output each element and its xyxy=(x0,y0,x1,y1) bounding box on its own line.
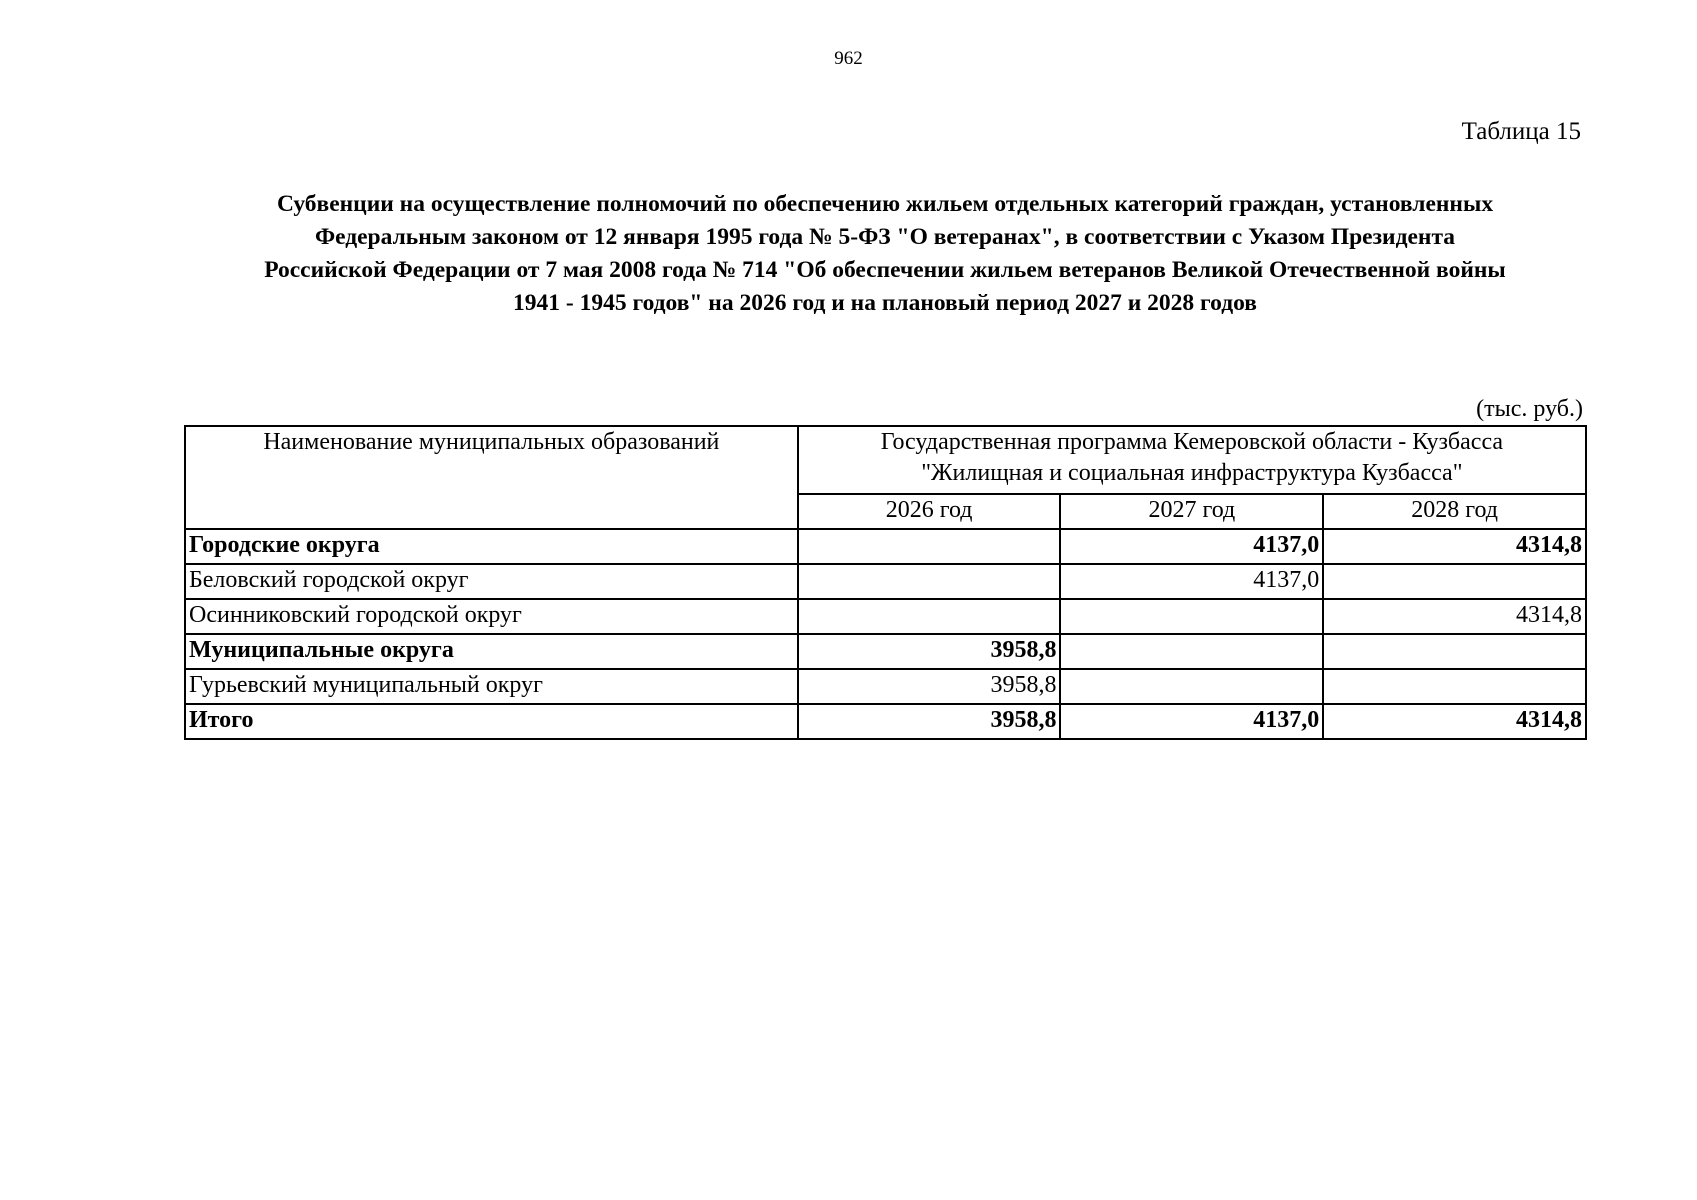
header-year-2026: 2026 год xyxy=(798,494,1061,529)
cell-2027 xyxy=(1060,634,1323,669)
table-row xyxy=(185,634,1586,669)
title-line: 1941 - 1945 годов" на 2026 год и на плановый период 2027 и 2028 годов xyxy=(513,290,1257,316)
title-line: Субвенции на осуществление полномочий по обеспечению жильем отдельных категорий граждан, установленных xyxy=(276,191,1494,217)
table-row xyxy=(185,599,1586,634)
row-name: Муниципальные округа xyxy=(185,634,798,669)
cell-2026 xyxy=(798,564,1061,599)
table-row xyxy=(185,529,1586,564)
cell-2026: 3958,8 xyxy=(798,704,1061,739)
cell-2026 xyxy=(798,529,1061,564)
cell-2027: 4137,0 xyxy=(1060,704,1323,739)
subvention-table xyxy=(184,425,1587,740)
cell-2028 xyxy=(1323,669,1586,704)
table-row-total xyxy=(185,704,1586,739)
title-line: Федеральным законом от 12 января 1995 года № 5-ФЗ "О ветеранах", в соответствии с Указом Президента xyxy=(314,224,1456,250)
header-program xyxy=(798,426,1586,494)
table-label: Таблица 15 xyxy=(1461,118,1581,145)
cell-2027 xyxy=(1060,599,1323,634)
cell-2028: 4314,8 xyxy=(1323,529,1586,564)
cell-2028 xyxy=(1323,634,1586,669)
table-row xyxy=(185,669,1586,704)
cell-2027 xyxy=(1060,669,1323,704)
cell-2027: 4137,0 xyxy=(1060,564,1323,599)
page-number: 962 xyxy=(834,48,863,69)
header-program-line: "Жилищная и социальная инфраструктура Кузбасса" xyxy=(921,460,1463,486)
cell-2028 xyxy=(1323,564,1586,599)
cell-2028: 4314,8 xyxy=(1323,599,1586,634)
cell-2027: 4137,0 xyxy=(1060,529,1323,564)
cell-2028: 4314,8 xyxy=(1323,704,1586,739)
row-name: Итого xyxy=(185,704,798,739)
row-name: Городские округа xyxy=(185,529,798,564)
header-municipality-name: Наименование муниципальных образований xyxy=(185,426,798,529)
units-label: (тыс. руб.) xyxy=(1476,396,1583,422)
row-name: Осинниковский городской округ xyxy=(185,599,798,634)
row-name: Гурьевский муниципальный округ xyxy=(185,669,798,704)
title-line: Российской Федерации от 7 мая 2008 года № 714 "Об обеспечении жильем ветеранов Великой Отечественной войны xyxy=(264,257,1506,283)
cell-2026: 3958,8 xyxy=(798,669,1061,704)
cell-2026: 3958,8 xyxy=(798,634,1061,669)
header-program-line: Государственная программа Кемеровской области - Кузбасса xyxy=(880,429,1504,455)
row-name: Беловский городской округ xyxy=(185,564,798,599)
table-row xyxy=(185,564,1586,599)
header-year-2027: 2027 год xyxy=(1060,494,1323,529)
cell-2026 xyxy=(798,599,1061,634)
header-year-2028: 2028 год xyxy=(1323,494,1586,529)
document-title xyxy=(185,188,1585,320)
